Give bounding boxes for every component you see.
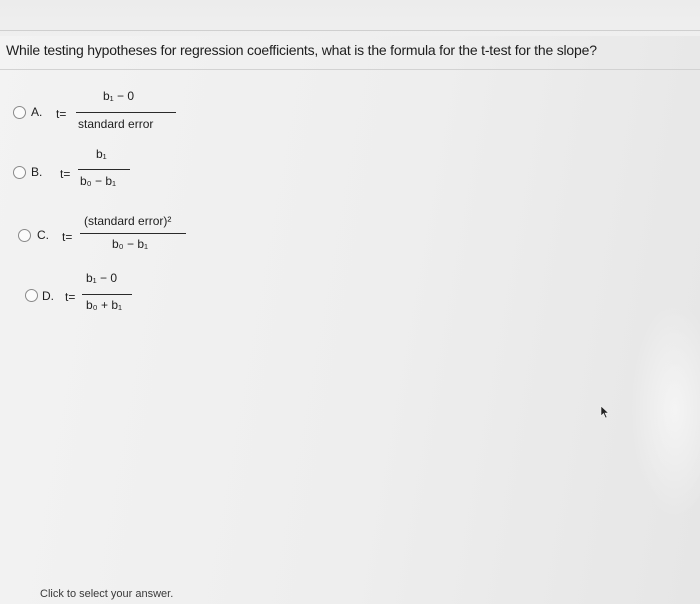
question-divider — [0, 69, 700, 70]
fraction-line — [82, 294, 132, 295]
numerator: (standard error)² — [84, 214, 172, 228]
question-text: While testing hypotheses for regression coefficients, what is the formula for the t-test for the slope? — [6, 42, 597, 58]
footer-instruction: Click to select your answer. — [40, 588, 174, 600]
radio-button-icon[interactable] — [13, 106, 26, 119]
t-equals: t= — [62, 230, 73, 244]
option-letter: B. — [31, 165, 43, 179]
fraction-line — [80, 233, 186, 234]
option-letter: C. — [37, 228, 49, 242]
radio-button-icon[interactable] — [13, 166, 26, 179]
option-c[interactable] — [13, 206, 313, 266]
numerator: b₁ − 0 — [103, 89, 135, 103]
denominator: b₀ − b₁ — [112, 237, 149, 251]
denominator: standard error — [78, 117, 154, 131]
t-equals: t= — [60, 167, 71, 181]
screen-glare — [630, 300, 700, 520]
option-a[interactable] — [10, 85, 310, 145]
fraction-line — [78, 169, 130, 170]
t-equals: t= — [56, 107, 67, 121]
numerator: b₁ — [96, 147, 107, 161]
header-divider — [0, 30, 700, 31]
arrow-cursor-icon — [600, 405, 610, 419]
option-letter: A. — [31, 105, 43, 119]
option-letter: D. — [42, 289, 54, 303]
option-d[interactable] — [20, 268, 320, 328]
fraction-line — [76, 112, 176, 113]
option-b[interactable] — [10, 145, 310, 205]
t-equals: t= — [65, 290, 76, 304]
denominator: b₀ + b₁ — [86, 298, 123, 312]
numerator: b₁ − 0 — [86, 271, 118, 285]
radio-button-icon[interactable] — [25, 289, 38, 302]
denominator: b₀ − b₁ — [80, 174, 117, 188]
radio-button-icon[interactable] — [18, 229, 31, 242]
